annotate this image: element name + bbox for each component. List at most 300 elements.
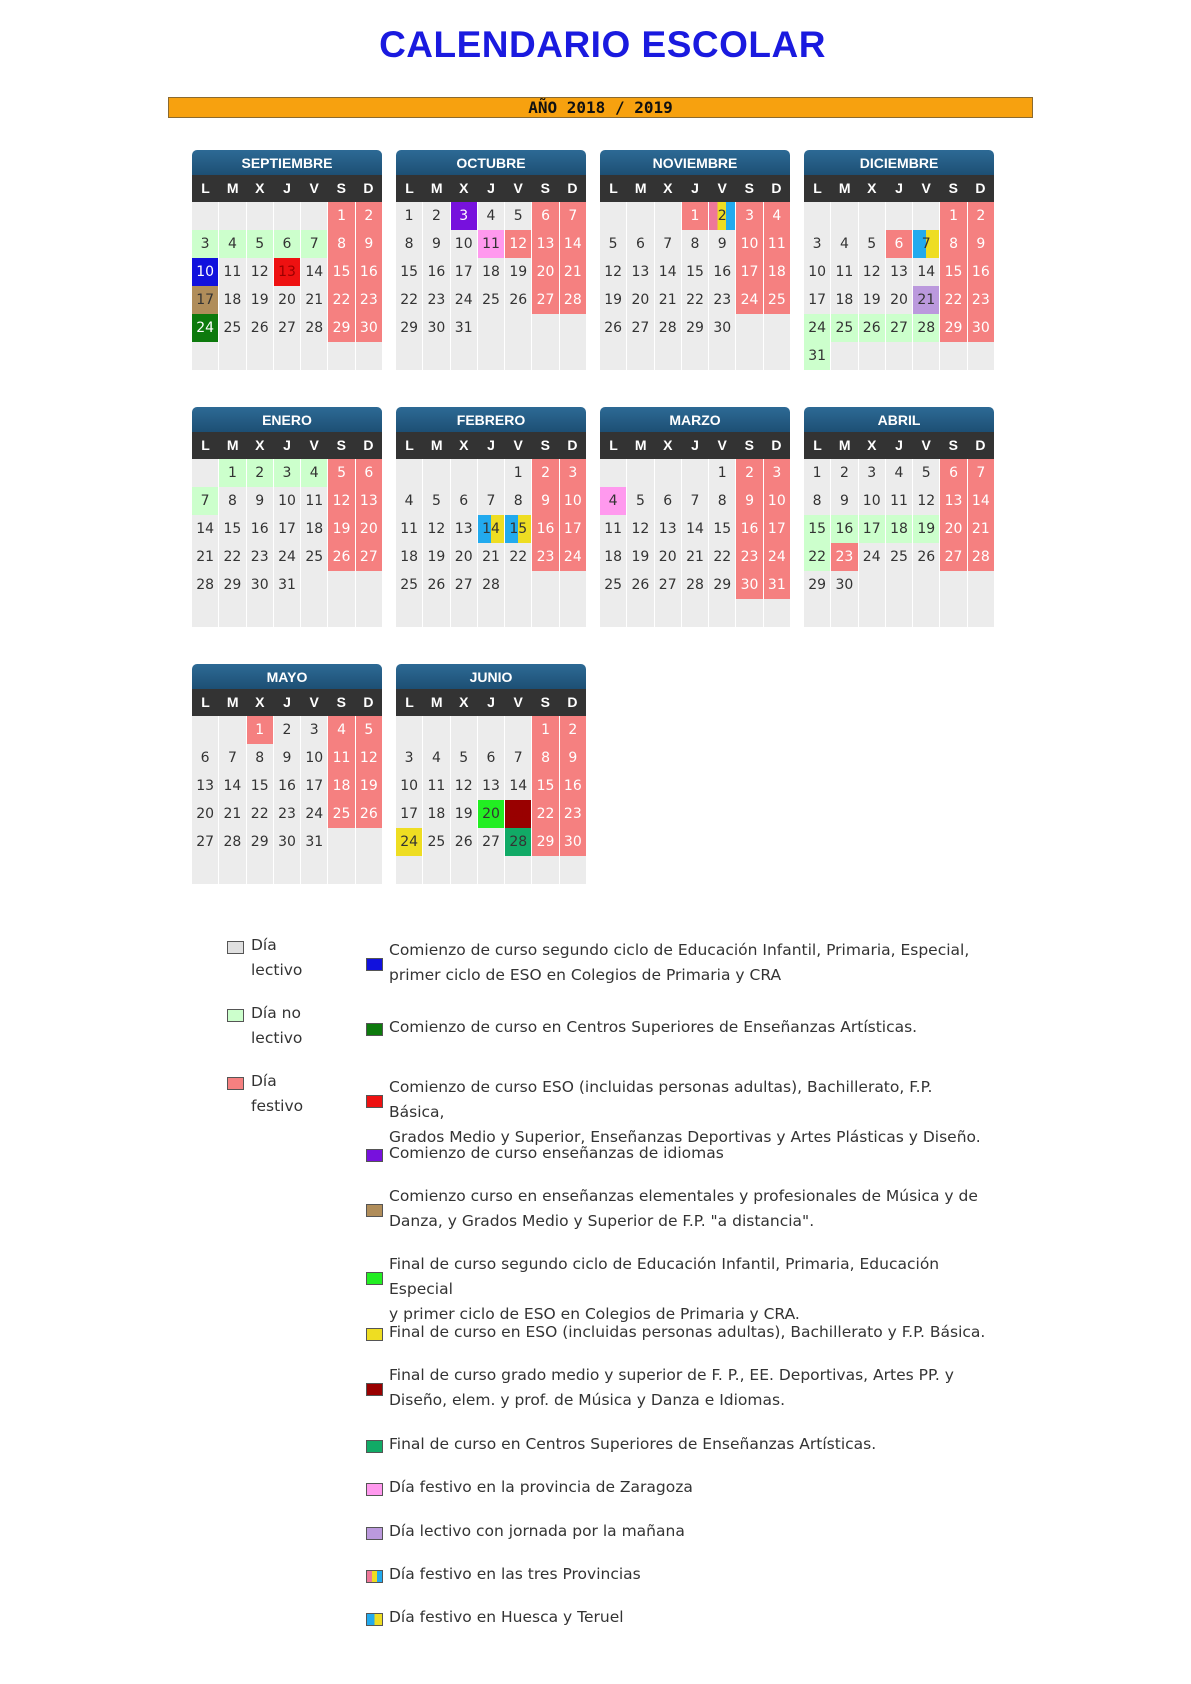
weekday-label: J: [691, 437, 699, 453]
day-cell: 12: [328, 487, 355, 515]
empty-cell: [478, 856, 505, 884]
day-cell: 8: [219, 487, 246, 515]
weekday-label: V: [513, 694, 523, 710]
empty-cell: [423, 599, 450, 627]
day-cell: 23: [560, 800, 586, 828]
day-cell: 3: [192, 230, 219, 258]
day-cell: 29: [682, 314, 709, 342]
empty-cell: [913, 571, 940, 599]
day-cell: 6: [886, 230, 913, 258]
day-cell: 16: [968, 258, 994, 286]
day-cell: 20: [940, 515, 967, 543]
day-cell: 25: [396, 571, 423, 599]
day-cell: 24: [301, 800, 328, 828]
day-cell: 27: [192, 828, 219, 856]
day-cell: 19: [627, 543, 654, 571]
legend-item: [366, 1020, 989, 1040]
empty-cell: [192, 856, 219, 884]
weekday-label: L: [813, 180, 822, 196]
legend-item: [366, 1146, 989, 1166]
day-cell: 3: [301, 716, 328, 744]
empty-cell: [219, 342, 246, 370]
week-row: [396, 800, 586, 828]
day-cell: 14: [655, 258, 682, 286]
week-row: [600, 599, 790, 627]
day-cell: 15: [219, 515, 246, 543]
weekday-label: X: [255, 180, 265, 196]
day-cell: 14: [913, 258, 940, 286]
day-cell: 27: [451, 571, 478, 599]
weekday-header: [804, 175, 994, 202]
day-cell: 22: [328, 286, 355, 314]
empty-cell: [505, 856, 532, 884]
legend-item: [366, 1437, 989, 1457]
legend-label: Día festivo en Huesca y Teruel: [389, 1608, 624, 1626]
weeks: [600, 202, 790, 370]
weekday-label: X: [459, 437, 469, 453]
empty-cell: [274, 202, 301, 230]
page-title: CALENDARIO ESCOLAR: [379, 24, 826, 65]
week-row: [396, 599, 586, 627]
day-cell: 20: [192, 800, 219, 828]
week-row: [804, 459, 994, 487]
day-cell: 16: [274, 772, 301, 800]
empty-cell: [940, 342, 967, 370]
day-cell: 5: [505, 202, 532, 230]
day-cell: 29: [804, 571, 831, 599]
weekday-label: S: [540, 437, 550, 453]
month-title: OCTUBRE: [396, 150, 586, 175]
day-cell: 19: [328, 515, 355, 543]
empty-cell: [328, 342, 355, 370]
day-cell: 13: [627, 258, 654, 286]
day-cell: 4: [886, 459, 913, 487]
day-cell: 11: [600, 515, 627, 543]
day-cell: 20: [274, 286, 301, 314]
empty-cell: [736, 314, 763, 342]
empty-cell: [247, 342, 274, 370]
empty-cell: [301, 342, 328, 370]
day-cell: 9: [423, 230, 450, 258]
day-cell: 17: [560, 515, 586, 543]
day-cell: 3: [859, 459, 886, 487]
weekday-label: V: [717, 180, 727, 196]
week-row: [600, 258, 790, 286]
empty-cell: [886, 599, 913, 627]
weekday-label: J: [895, 180, 903, 196]
day-cell: 24: [764, 543, 790, 571]
empty-cell: [736, 342, 763, 370]
empty-cell: [682, 599, 709, 627]
weekday-label: V: [513, 437, 523, 453]
weekday-label: D: [363, 694, 374, 710]
day-cell: 6: [532, 202, 559, 230]
day-cell: 7: [301, 230, 328, 258]
empty-cell: [328, 571, 355, 599]
day-cell: 27: [886, 314, 913, 342]
day-cell: 21: [913, 286, 940, 314]
day-cell: 17: [192, 286, 219, 314]
weekday-label: X: [663, 437, 673, 453]
day-cell: 13: [451, 515, 478, 543]
day-cell: 26: [627, 571, 654, 599]
day-cell: 29: [940, 314, 967, 342]
day-cell: 10: [804, 258, 831, 286]
day-cell: 12: [600, 258, 627, 286]
day-cell: 26: [600, 314, 627, 342]
day-cell: 1: [396, 202, 423, 230]
day-cell: 12: [423, 515, 450, 543]
day-cell: 26: [423, 571, 450, 599]
empty-cell: [478, 459, 505, 487]
day-cell: 18: [600, 543, 627, 571]
day-cell: 16: [356, 258, 382, 286]
weekday-label: M: [634, 180, 647, 196]
weekday-label: L: [609, 180, 618, 196]
weekday-label: L: [201, 180, 210, 196]
empty-cell: [274, 856, 301, 884]
week-row: [396, 515, 586, 543]
day-cell: 30: [968, 314, 994, 342]
empty-cell: [682, 342, 709, 370]
day-cell: 8: [247, 744, 274, 772]
legend-swatch: [366, 1527, 383, 1540]
week-row: [804, 599, 994, 627]
empty-cell: [940, 571, 967, 599]
day-cell: 24: [451, 286, 478, 314]
week-row: [804, 571, 994, 599]
day-cell: 21: [192, 543, 219, 571]
legend-label: Comienzo de curso enseñanzas de idiomas: [389, 1144, 724, 1162]
day-cell: 26: [505, 286, 532, 314]
day-cell: 1: [328, 202, 355, 230]
weeks: [192, 459, 382, 627]
day-cell: 8: [396, 230, 423, 258]
day-cell: 2: [709, 202, 736, 230]
day-cell: 19: [859, 286, 886, 314]
weekday-header: [804, 432, 994, 459]
weekday-label: L: [609, 437, 618, 453]
weekday-label: S: [336, 180, 346, 196]
empty-cell: [532, 599, 559, 627]
legend-swatch: [366, 1272, 383, 1285]
legend-swatch: [366, 1440, 383, 1453]
day-cell: 16: [423, 258, 450, 286]
empty-cell: [532, 856, 559, 884]
weekday-label: M: [226, 180, 239, 196]
day-cell: 25: [301, 543, 328, 571]
week-row: [192, 800, 382, 828]
day-cell: 10: [764, 487, 790, 515]
legend-label: Día festivo: [251, 1072, 304, 1115]
day-cell: 25: [600, 571, 627, 599]
day-cell: 10: [859, 487, 886, 515]
month-abril: [804, 407, 994, 627]
day-cell: 10: [451, 230, 478, 258]
day-cell: 14: [682, 515, 709, 543]
day-cell: 15: [804, 515, 831, 543]
day-cell: 28: [192, 571, 219, 599]
week-row: [396, 772, 586, 800]
day-cell: 22: [682, 286, 709, 314]
weekday-label: J: [691, 180, 699, 196]
day-cell: 19: [913, 515, 940, 543]
day-cell: 1: [247, 716, 274, 744]
day-cell: 18: [396, 543, 423, 571]
day-cell: 18: [478, 258, 505, 286]
empty-cell: [219, 716, 246, 744]
empty-cell: [886, 342, 913, 370]
week-row: [192, 716, 382, 744]
day-cell: 17: [396, 800, 423, 828]
empty-cell: [940, 599, 967, 627]
day-cell: 22: [396, 286, 423, 314]
empty-cell: [859, 571, 886, 599]
day-cell: 27: [532, 286, 559, 314]
empty-cell: [451, 856, 478, 884]
empty-cell: [301, 571, 328, 599]
day-cell: 28: [682, 571, 709, 599]
day-cell: 2: [968, 202, 994, 230]
weekday-label: J: [487, 180, 495, 196]
day-cell: 8: [804, 487, 831, 515]
legend-swatch: [366, 1095, 383, 1108]
day-cell: 16: [709, 258, 736, 286]
weekday-label: V: [309, 180, 319, 196]
legend-swatch: [227, 941, 244, 954]
weekday-label: V: [921, 180, 931, 196]
week-row: [396, 286, 586, 314]
day-cell: 3: [764, 459, 790, 487]
legend-swatch: [227, 1009, 244, 1022]
day-cell: 8: [328, 230, 355, 258]
empty-cell: [423, 856, 450, 884]
day-cell: 7: [505, 744, 532, 772]
day-cell: 21: [655, 286, 682, 314]
day-cell: 14: [301, 258, 328, 286]
month-diciembre: [804, 150, 994, 370]
empty-cell: [505, 314, 532, 342]
day-cell: 30: [356, 314, 382, 342]
day-cell: 14: [560, 230, 586, 258]
legend-swatch: [366, 1204, 383, 1217]
day-cell: 1: [682, 202, 709, 230]
legend-swatch: [366, 1328, 383, 1341]
day-cell: 4: [396, 487, 423, 515]
year-bar: AÑO 2018 / 2019: [168, 97, 1033, 118]
week-row: [192, 286, 382, 314]
day-cell: 18: [328, 772, 355, 800]
day-cell: 10: [736, 230, 763, 258]
month-junio: [396, 664, 586, 884]
day-cell: 28: [655, 314, 682, 342]
day-cell: 7: [219, 744, 246, 772]
empty-cell: [396, 459, 423, 487]
week-row: [192, 599, 382, 627]
legend-label: Día festivo en la provincia de Zaragoza: [389, 1478, 693, 1496]
day-cell: 8: [709, 487, 736, 515]
weekday-label: V: [921, 437, 931, 453]
day-cell: 1: [709, 459, 736, 487]
week-row: [600, 543, 790, 571]
day-cell: 23: [532, 543, 559, 571]
day-cell: 18: [764, 258, 790, 286]
day-cell: 26: [859, 314, 886, 342]
weekday-label: V: [513, 180, 523, 196]
empty-cell: [328, 599, 355, 627]
weekday-label: L: [405, 694, 414, 710]
day-cell: 25: [764, 286, 790, 314]
legend-swatch: [366, 1383, 383, 1396]
day-cell: 19: [505, 258, 532, 286]
day-cell: 15: [396, 258, 423, 286]
day-cell: 12: [859, 258, 886, 286]
empty-cell: [859, 202, 886, 230]
day-cell: 3: [451, 202, 478, 230]
legend-item: [227, 938, 302, 983]
week-row: [192, 828, 382, 856]
day-cell: 2: [560, 716, 586, 744]
day-cell: 27: [356, 543, 382, 571]
legend-item: [366, 1480, 989, 1500]
week-row: [396, 314, 586, 342]
empty-cell: [396, 856, 423, 884]
week-row: [396, 543, 586, 571]
weekday-label: M: [634, 437, 647, 453]
empty-cell: [396, 342, 423, 370]
weekday-label: D: [567, 694, 578, 710]
empty-cell: [764, 342, 790, 370]
empty-cell: [328, 828, 355, 856]
day-cell: 11: [478, 230, 505, 258]
day-cell: 28: [968, 543, 994, 571]
day-cell: 23: [709, 286, 736, 314]
empty-cell: [627, 342, 654, 370]
day-cell: 5: [328, 459, 355, 487]
day-cell: 17: [274, 515, 301, 543]
week-row: [804, 230, 994, 258]
day-cell: 22: [709, 543, 736, 571]
week-row: [600, 202, 790, 230]
legend-label: Final de curso en Centros Superiores de Enseñanzas Artísticas.: [389, 1435, 877, 1453]
empty-cell: [655, 459, 682, 487]
day-cell: 22: [940, 286, 967, 314]
day-cell: 31: [301, 828, 328, 856]
day-cell: 25: [831, 314, 858, 342]
week-row: [396, 571, 586, 599]
weekday-label: D: [567, 437, 578, 453]
empty-cell: [301, 599, 328, 627]
day-cell: 10: [192, 258, 219, 286]
day-cell: 23: [356, 286, 382, 314]
legend-label: Comienzo de curso segundo ciclo de Educación Infantil, Primaria, Especial, primer ciclo de ESO en Colegios de Primaria y CRA: [389, 941, 970, 984]
day-cell: 18: [886, 515, 913, 543]
empty-cell: [709, 599, 736, 627]
weekday-label: M: [838, 180, 851, 196]
month-title: MARZO: [600, 407, 790, 432]
day-cell: 9: [247, 487, 274, 515]
legend-swatch: [366, 1149, 383, 1162]
day-cell: 1: [505, 459, 532, 487]
day-cell: 14: [219, 772, 246, 800]
week-row: [804, 487, 994, 515]
legend-label: Comienzo curso en enseñanzas elementales y profesionales de Música y de Danza, y Grados Medio y Superior de F.P. "a distancia".: [389, 1187, 978, 1230]
day-cell: 13: [274, 258, 301, 286]
empty-cell: [560, 599, 586, 627]
day-cell: 31: [764, 571, 790, 599]
legend-item: [366, 943, 989, 988]
day-cell: 14: [478, 515, 505, 543]
legend-label: Final de curso en ESO (incluidas personas adultas), Bachillerato y F.P. Básica.: [389, 1323, 986, 1341]
day-cell: 26: [328, 543, 355, 571]
week-row: [804, 543, 994, 571]
month-title: JUNIO: [396, 664, 586, 689]
empty-cell: [600, 342, 627, 370]
day-cell: 7: [968, 459, 994, 487]
day-cell: 26: [451, 828, 478, 856]
empty-cell: [219, 599, 246, 627]
day-cell: 16: [247, 515, 274, 543]
day-cell: 29: [396, 314, 423, 342]
day-cell: 29: [247, 828, 274, 856]
weeks: [804, 202, 994, 370]
empty-cell: [301, 202, 328, 230]
day-cell: 17: [859, 515, 886, 543]
empty-cell: [274, 599, 301, 627]
empty-cell: [831, 202, 858, 230]
day-cell: 1: [219, 459, 246, 487]
empty-cell: [301, 856, 328, 884]
week-row: [192, 459, 382, 487]
empty-cell: [423, 459, 450, 487]
day-cell: 1: [532, 716, 559, 744]
day-cell: 24: [859, 543, 886, 571]
day-cell: 21: [682, 543, 709, 571]
day-cell: 24: [736, 286, 763, 314]
empty-cell: [859, 599, 886, 627]
day-cell: 7: [478, 487, 505, 515]
empty-cell: [886, 202, 913, 230]
day-cell: 9: [968, 230, 994, 258]
weekday-label: D: [975, 437, 986, 453]
day-cell: 30: [423, 314, 450, 342]
week-row: [192, 772, 382, 800]
day-cell: 24: [396, 828, 423, 856]
empty-cell: [505, 571, 532, 599]
day-cell: 20: [356, 515, 382, 543]
week-row: [396, 342, 586, 370]
day-cell: 13: [940, 487, 967, 515]
legend-label: Final de curso grado medio y superior de F. P., EE. Deportivas, Artes PP. y Diseño, elem. y prof. de Música y Danza e Idiomas.: [389, 1366, 954, 1409]
day-cell: 15: [682, 258, 709, 286]
day-cell: 15: [247, 772, 274, 800]
day-cell: 8: [505, 487, 532, 515]
day-cell: 18: [831, 286, 858, 314]
legend-label: Comienzo de curso ESO (incluidas personas adultas), Bachillerato, F.P. Básica, Grados Medio y Superior, Enseñanzas Deportivas y Artes Plásticas y Diseño.: [389, 1078, 981, 1146]
weekday-label: J: [487, 694, 495, 710]
day-cell: 4: [478, 202, 505, 230]
day-cell: 20: [478, 800, 505, 828]
empty-cell: [192, 342, 219, 370]
weekday-label: M: [226, 694, 239, 710]
weekday-label: S: [540, 694, 550, 710]
empty-cell: [451, 599, 478, 627]
month-octubre: [396, 150, 586, 370]
day-cell: 27: [627, 314, 654, 342]
week-row: [396, 202, 586, 230]
weekday-header: [396, 175, 586, 202]
week-row: [804, 314, 994, 342]
